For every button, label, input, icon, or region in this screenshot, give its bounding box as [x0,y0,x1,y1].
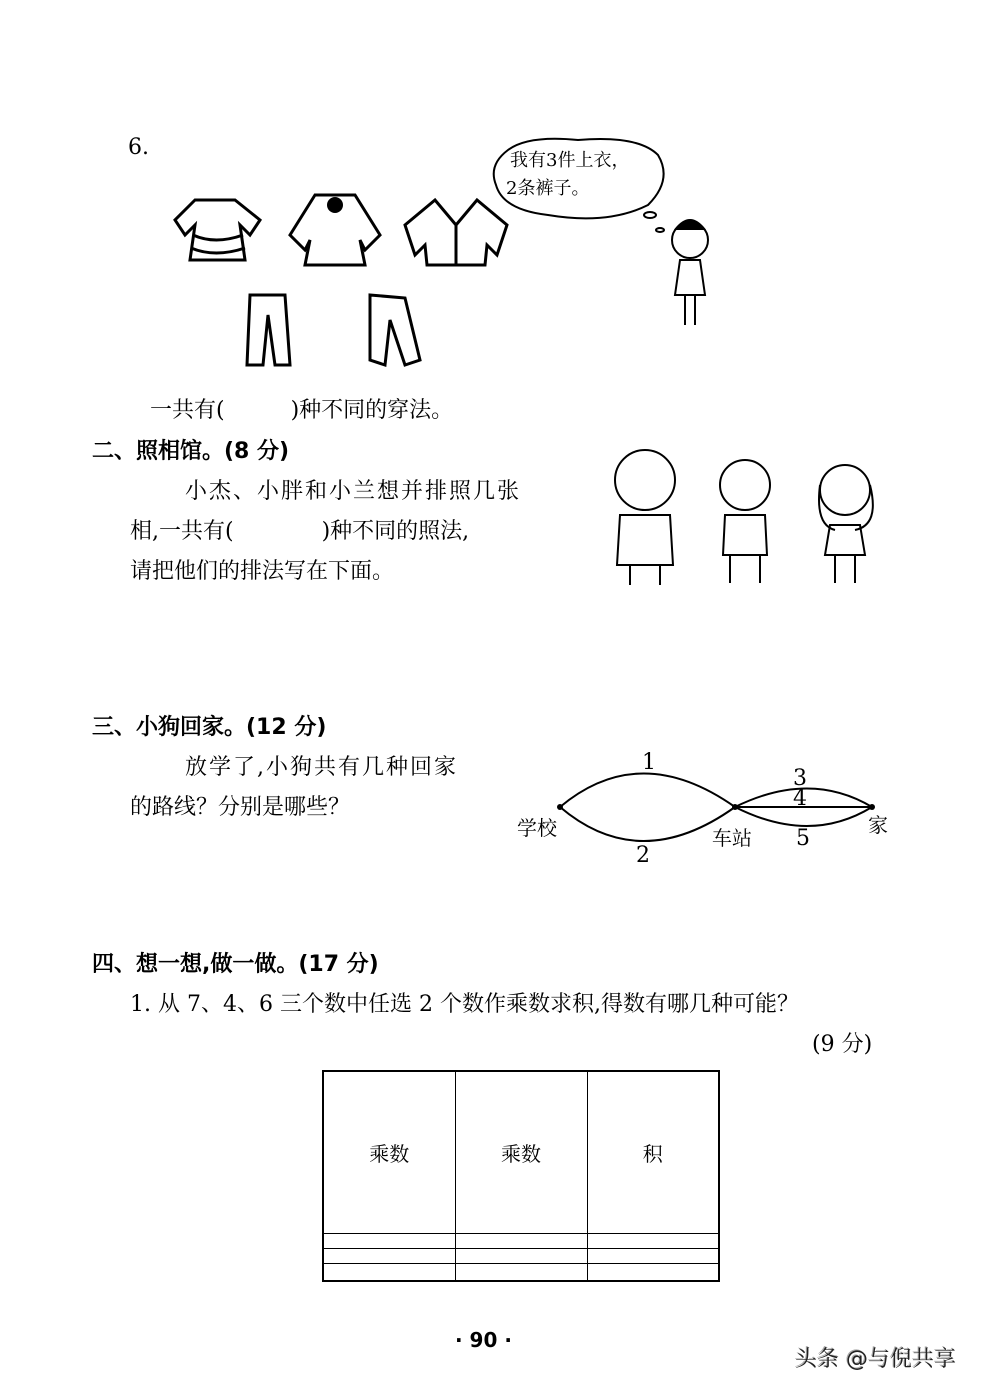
s2-line-2: 相,一共有( )种不同的照法, [130,519,470,544]
table-cell[interactable] [323,1249,455,1264]
speech-line-1: 我有3件上衣， [510,150,630,171]
speech-line-2: 2条裤子。 [506,178,590,199]
s4-score: (9 分) [812,1032,873,1057]
s2-line-1: 小杰、小胖和小兰想并排照几张 [185,479,522,504]
s3-line-2: 的路线？分别是哪些？ [130,795,351,820]
table-row [323,1249,719,1264]
home-label: 家 [868,813,888,837]
page-number: · 90 · [455,1328,512,1352]
section-2-title: 二、照相馆。(8 分) [92,439,290,464]
header-factor-2: 乘数 [455,1071,587,1234]
girl-illustration [640,205,740,335]
route-2-path [560,807,735,841]
question-number: 6. [128,135,149,160]
s3-line-1: 放学了,小狗共有几种回家 [185,755,458,780]
route-label-4: 4 [793,786,807,811]
header-factor-1: 乘数 [323,1071,455,1234]
route-label-5: 5 [796,826,810,851]
route-1-path [560,774,735,808]
table-cell[interactable] [587,1249,719,1264]
table-cell[interactable] [587,1264,719,1282]
school-label: 学校 [517,816,557,840]
table-cell[interactable] [455,1264,587,1282]
section-4-title: 四、想一想,做一做。(17 分) [92,952,379,977]
table-row [323,1234,719,1249]
table-cell[interactable] [323,1234,455,1249]
route-label-1: 1 [642,750,656,775]
table-header-row [323,1071,719,1234]
header-product: 积 [587,1071,719,1234]
table-cell[interactable] [323,1264,455,1282]
section-3-title: 三、小狗回家。(12 分) [92,715,327,740]
table-cell[interactable] [587,1234,719,1249]
product-table [322,1070,720,1282]
q6-question: 一共有( )种不同的穿法。 [150,398,454,423]
route-diagram [480,740,900,880]
table-cell[interactable] [455,1249,587,1264]
table-row [323,1264,719,1282]
station-label: 车站 [712,826,752,850]
table-cell[interactable] [455,1234,587,1249]
s2-line-3: 请把他们的排法写在下面。 [130,559,395,584]
three-children-illustration [595,435,895,595]
route-label-2: 2 [636,843,650,868]
s4-question-1: 1. 从 7、4、6 三个数中任选 2 个数作乘数求积,得数有哪几种可能？ [130,992,799,1017]
watermark: 头条 @与倪共享 [795,1347,956,1372]
route-label-3: 3 [793,766,807,791]
